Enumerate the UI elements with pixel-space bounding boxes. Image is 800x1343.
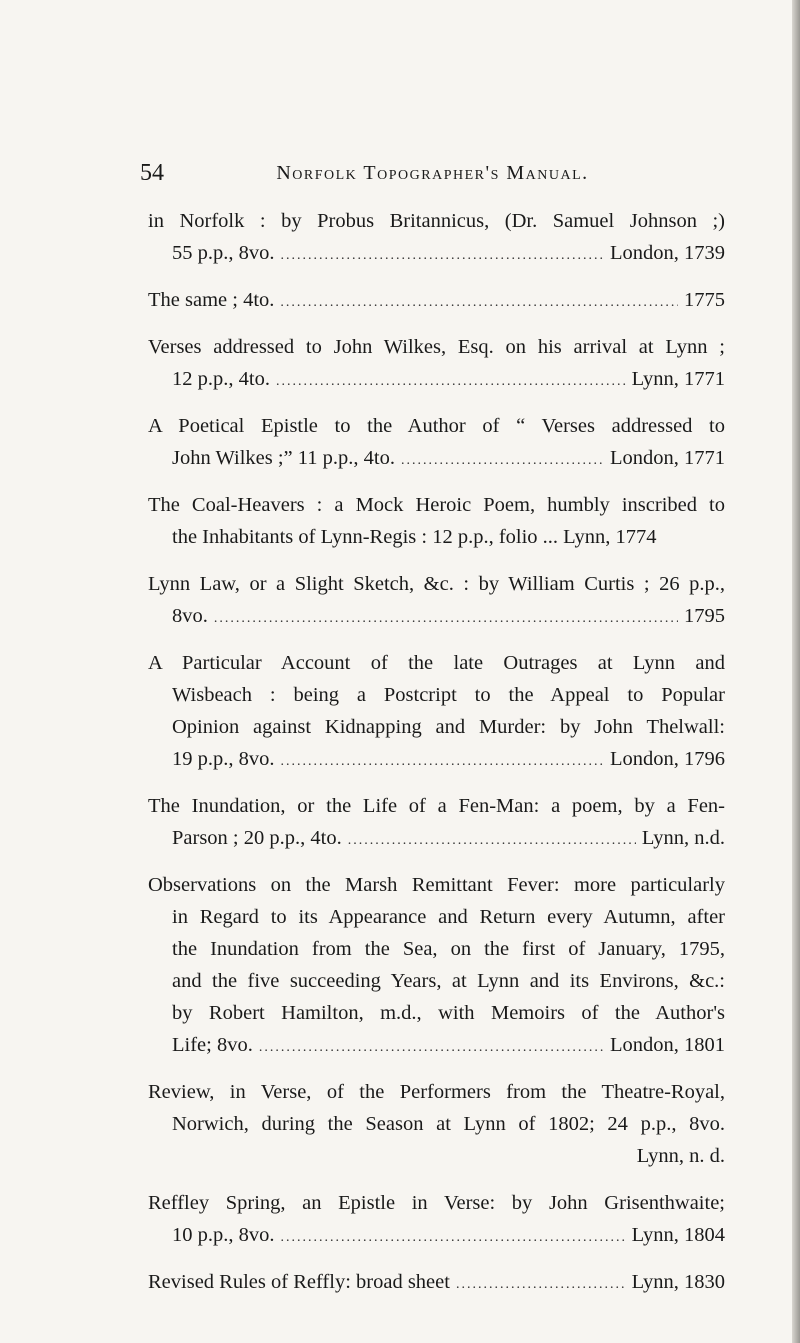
bibliography-entry [148,790,725,854]
entry-line-with-imprint [148,442,725,474]
entry-text: Parson ; 20 p.p., 4to. [172,827,342,849]
bibliography-entry [148,568,725,632]
imprint: 1795 [684,605,725,627]
page-edge-shadow [792,0,800,1343]
bibliography-entry [148,1266,725,1298]
entry-text: 10 p.p., 8vo. [172,1224,275,1246]
entry-line: A Particular Account of the late Outrages at Lynn and [148,652,725,674]
entry-line-with-imprint [148,822,725,854]
running-head: Norfolk Topographer's Manual. [276,162,589,184]
entry-line: the Inundation from the Sea, on the first of January, 1795, [172,938,725,960]
bibliography-entries [148,205,725,1313]
entry-line-with-imprint [148,284,725,316]
dot-leader [281,240,604,269]
entry-line: in Regard to its Appearance and Return every Autumn, after [172,906,725,928]
entry-text: Life; 8vo. [172,1034,253,1056]
entry-line-with-imprint [148,237,725,269]
entry-text: 8vo. [172,605,208,627]
dot-leader [259,1032,604,1061]
imprint: London, 1801 [609,1034,725,1056]
imprint: London, 1739 [609,242,725,264]
entry-line: in Norfolk : by Probus Britannicus, (Dr. Samuel Johnson ;) [148,210,725,232]
entry-text: 12 p.p., 4to. [172,368,270,390]
page-number: 54 [140,160,164,186]
bibliography-entry [148,1076,725,1172]
bibliography-entry [148,331,725,395]
dot-leader [276,366,626,395]
dot-leader [456,1269,626,1298]
entry-line: Verses addressed to John Wilkes, Esq. on his arrival at Lynn ; [148,336,725,358]
bibliography-entry [148,410,725,474]
entry-line: Lynn, n. d. [636,1145,725,1167]
entry-line: Wisbeach : being a Postcript to the Appeal to Popular [172,684,725,706]
entry-line: and the five succeeding Years, at Lynn and its Environs, &c.: [172,970,725,992]
entry-line: Reffley Spring, an Epistle in Verse: by John Grisenthwaite; [148,1192,725,1214]
entry-line-with-imprint [148,1266,725,1298]
entry-line-with-imprint [148,363,725,395]
imprint: Lynn, 1804 [631,1224,725,1246]
imprint: 1775 [684,289,725,311]
page-header [140,160,725,190]
entry-text: 19 p.p., 8vo. [172,748,275,770]
entry-line: the Inhabitants of Lynn-Regis : 12 p.p., folio ... Lynn, 1774 [172,526,657,548]
imprint: London, 1796 [609,748,725,770]
entry-line: Norwich, during the Season at Lynn of 1802; 24 p.p., 8vo. [172,1113,725,1135]
dot-leader [214,603,678,632]
entry-line-with-imprint [148,1029,725,1061]
dot-leader [281,746,604,775]
entry-text: The same ; 4to. [148,289,275,311]
imprint: Lynn, 1771 [631,368,725,390]
dot-leader [348,825,636,854]
entry-line: by Robert Hamilton, m.d., with Memoirs of the Author's [172,1002,725,1024]
bibliography-entry [148,489,725,553]
entry-text: 55 p.p., 8vo. [172,242,275,264]
entry-line: Observations on the Marsh Remittant Fever: more particularly [148,874,725,896]
entry-text: Revised Rules of Reffly: broad sheet [148,1271,450,1293]
dot-leader [401,445,604,474]
entry-line-with-imprint [148,1219,725,1251]
entry-line: A Poetical Epistle to the Author of “ Verses addressed to [148,415,725,437]
entry-text: John Wilkes ;” 11 p.p., 4to. [172,447,395,469]
dot-leader [280,287,678,316]
dot-leader [281,1222,626,1251]
entry-line-with-imprint [148,743,725,775]
bibliography-entry [148,1187,725,1251]
entry-line: The Inundation, or the Life of a Fen-Man: a poem, by a Fen- [148,795,725,817]
bibliography-entry [148,647,725,775]
entry-line: Opinion against Kidnapping and Murder: by John Thelwall: [172,716,725,738]
entry-line-with-imprint [148,600,725,632]
entry-line: Review, in Verse, of the Performers from the Theatre-Royal, [148,1081,725,1103]
bibliography-entry [148,205,725,269]
imprint: Lynn, 1830 [631,1271,725,1293]
entry-line: Lynn Law, or a Slight Sketch, &c. : by William Curtis ; 26 p.p., [148,573,725,595]
entry-line: The Coal-Heavers : a Mock Heroic Poem, humbly inscribed to [148,494,725,516]
bibliography-entry [148,869,725,1061]
imprint: London, 1771 [609,447,725,469]
bibliography-entry [148,284,725,316]
imprint: Lynn, n.d. [641,827,725,849]
